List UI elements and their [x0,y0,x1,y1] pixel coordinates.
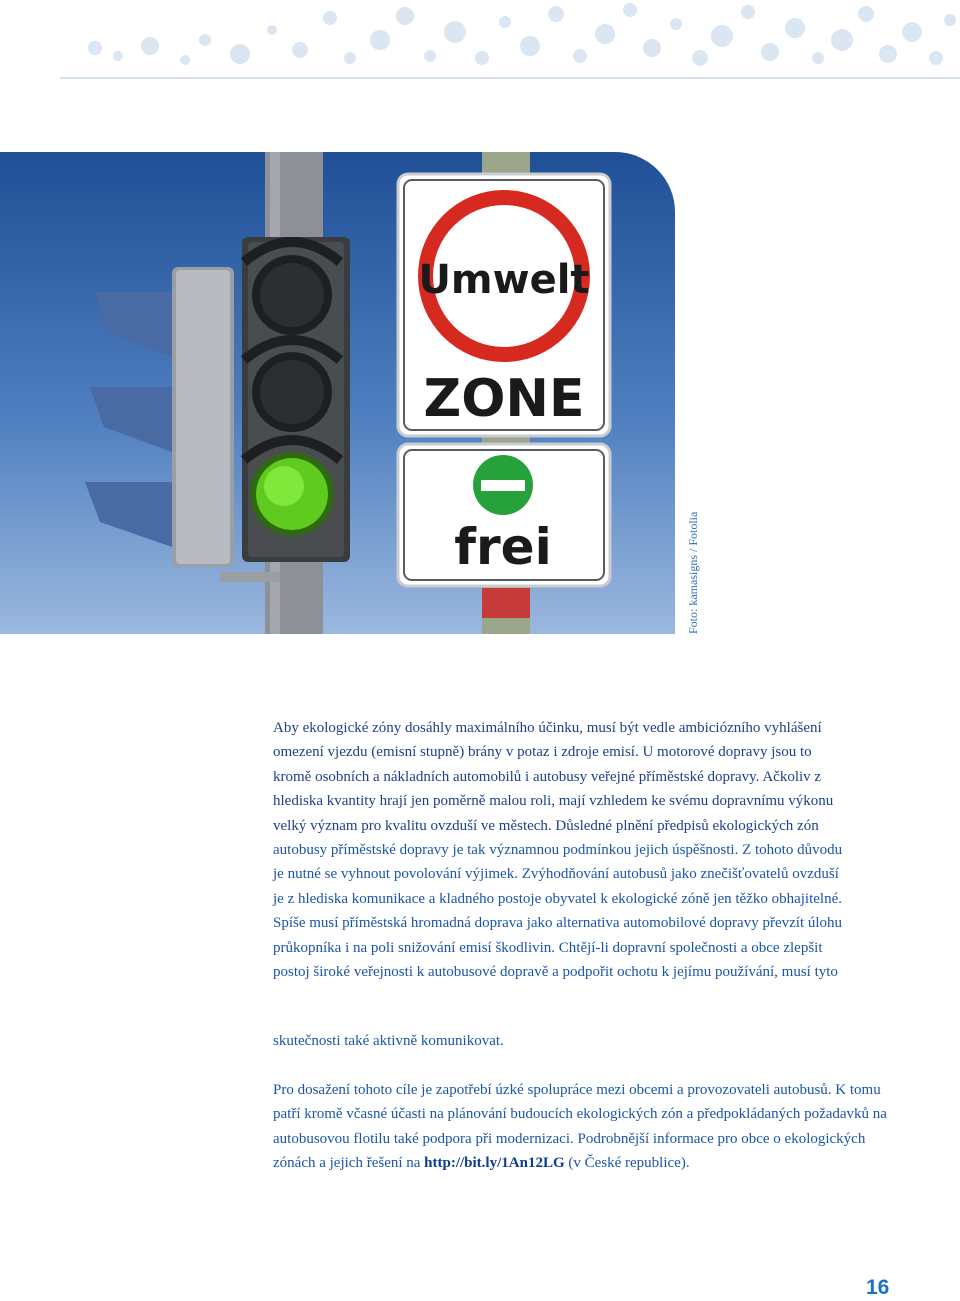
info-link[interactable]: http://bit.ly/1An12LG [424,1155,565,1172]
paragraph-2-line: skutečnosti také aktivně komunikovat. [273,1033,504,1049]
paragraph-2 [273,1029,893,1053]
paragraph-1-line: autobusy příměstské dopravy je tak významnou podmínkou jejich úspěšnosti. Z tohoto důvodu [273,842,843,859]
header-dots-decoration [0,0,960,80]
sign-zone-text: ZONE [423,369,585,429]
paragraph-1-line: hlediska kvantity hrají jen poměrně malou roli, mají vzhledem ke svému dopravnímu výkonu [273,793,834,810]
sign-umwelt-text: Umwelt [418,257,590,303]
sign-frei-text: frei [454,518,552,576]
paragraph-1-line: je nutné se vyhnout povolování výjimek. Zvýhodňování autobusů jako znečišťovatelů ovzduší [273,866,839,883]
paragraph-3-text-end: (v České republice). [564,1155,690,1172]
paragraph-1-line: velký význam pro kvalitu ovzduší ve městech. Důsledné plnění předpisů ekologických zón [273,817,819,834]
paragraph-1-line: je z hlediska komunikace a kladného postoje obyvatel k ekologické zóně jen těžko obhajitelné. [273,890,842,907]
paragraph-1-line: postoj široké veřejnosti k autobusové dopravě a podpořit ochotu k jejímu používání, musí tyto [273,964,838,981]
photo-credit: Foto: kamasigns / Fotolia [686,511,700,634]
paragraph-1 [273,716,893,984]
paragraph-3 [273,1078,893,1176]
paragraph-3-text: Pro dosažení tohoto cíle je zapotřebí úzké spolupráce mezi obcemi a provozovateli autobusů. K tomu patří kromě včasné účasti na plánování budoucích ekologických zón a předpokládaných požadavků na autobusovou flotilu také podpora při modernizaci. Podrobnější informace pro obce o ekologických zónách a jejich řešení na [273,1082,887,1172]
paragraph-1-line: průkopníka i na poli snižování emisí škodlivin. Chtějí-li dopravní společnosti a obce zlepšit [273,939,823,956]
paragraph-1-line: omezení vjezdu (emisní stupně) brány v potaz i zdroje emisí. U motorové dopravy jsou to [273,744,812,761]
page-number: 16 [866,1276,890,1299]
paragraph-1-line: kromě osobních a nákladních automobilů i autobusy veřejné příměstské dopravy. Ačkoliv z [273,768,822,785]
umweltzone-photo [0,152,675,634]
paragraph-1-line: Spíše musí příměstská hromadná doprava jako alternativa automobilové dopravy převzít úlohu [273,915,843,932]
paragraph-1-line: Aby ekologické zóny dosáhly maximálního účinku, musí být vedle ambiciózního vyhlášení [273,720,822,736]
